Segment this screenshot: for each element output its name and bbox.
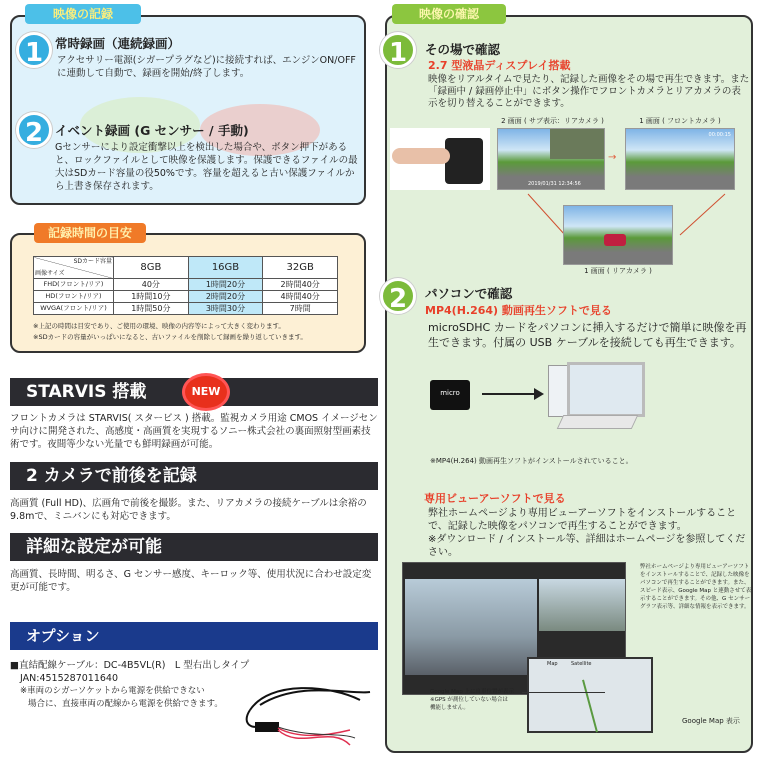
lcd-subtitle: 2.7 型液晶ディスプレイ搭載 bbox=[428, 59, 571, 72]
mp4-subtitle: MP4(H.264) 動画再生ソフトで見る bbox=[425, 304, 612, 317]
starvis-text: フロントカメラは STARVIS( スタービス ) 搭載。監視カメラ用途 CMOS イメージセンサ向けに開発された、高感度・高画質を実現するソニー株式会社の裏面照射型画素技術です。夜間等少ない光量でも鮮明録画が可能。 bbox=[10, 413, 378, 450]
option-jan: JAN:4515287011640 bbox=[20, 673, 119, 684]
map-tab[interactable]: Map bbox=[547, 661, 558, 667]
table-row bbox=[34, 291, 338, 303]
option-note1: ※車両のシガーソケットから電源を供給できない bbox=[20, 686, 205, 696]
cell: 7時間 bbox=[263, 303, 338, 315]
settings-text: 高画質、長時間、明るさ、G センサー感度、キーロック等、使用状況に合わせ設定変更が可能です。 bbox=[10, 569, 372, 593]
recording-time-tab: 記録時間の目安 bbox=[34, 223, 146, 243]
side-note: 弊社ホームページより専用ビューアーソフトをインストールすることで、記録した映像をパソコンで再生することができます。また、スピード表示、Google Map と連動させて表示することができます。その他、G センサーグラフ表示等、詳細な情報を表示できます。 bbox=[640, 564, 752, 610]
viewer-download-note: ※ダウンロード / インストール等、詳細はホームページを参照してください。 bbox=[428, 534, 746, 558]
corner-bottom: 画像サイズ bbox=[35, 270, 65, 277]
option-note2: 場合に、直接車両の配線から電源を供給できます。 bbox=[28, 699, 223, 709]
cell: 1時間20分 bbox=[188, 279, 263, 291]
cable-illustration bbox=[240, 680, 380, 760]
event-recording-text: Gセンサーにより設定衝撃以上を検出した場合や、ボタン押下があると、ロックファイルとして映像を保護します。保護できるファイルの最大はSDカード容量の役50%です。容量を超えると古い保護ファイルから上書き保存されます。 bbox=[55, 142, 358, 192]
cell: 2時間40分 bbox=[263, 279, 338, 291]
pc-text: microSDHC カードをパソコンに挿入するだけで簡単に映像を再生できます。付属の USB ケーブルを接続しても再生できます。 bbox=[428, 321, 747, 349]
microsd-card-icon bbox=[430, 380, 470, 410]
pc-title: パソコンで確認 bbox=[425, 286, 513, 301]
timer: 00:00:15 bbox=[708, 132, 731, 138]
option-line1: ■直結配線ケーブル：DC-4B5VL(R) L 型右出しタイプ bbox=[10, 660, 250, 671]
row-label: HD(フロント/リア) bbox=[34, 291, 114, 303]
dual-screen-preview bbox=[497, 128, 605, 190]
two-camera-header bbox=[10, 462, 378, 490]
card-label: micro bbox=[440, 389, 460, 397]
onsite-text: 映像をリアルタイムで見たり、記録した画像をその場で再生できます。また「録画中 / 録画停止中」にボタン操作でフロントカメラとリアカメラの表示を切り替えることができます。 bbox=[428, 74, 750, 109]
new-badge bbox=[185, 376, 227, 408]
cell: 4時間40分 bbox=[263, 291, 338, 303]
screen-caption: 1 画面 ( フロントカメラ ) bbox=[639, 117, 721, 125]
cell: 2時間20分 bbox=[188, 291, 263, 303]
map-leader-line bbox=[522, 692, 605, 693]
map-screenshot bbox=[527, 657, 653, 733]
event-recording-title: イベント録画 (G センサー / 手動) bbox=[55, 123, 249, 138]
continuous-recording-text: アクセサリー電源(シガープラグなど)に接続すれば、エンジンON/OFFに連動して自動で、録画を開始/終了します。 bbox=[57, 55, 356, 79]
recording-time-table bbox=[33, 256, 338, 315]
row-label: FHD(フロント/リア) bbox=[34, 279, 114, 291]
timestamp: 2019/01/31 12:34:56 bbox=[528, 181, 581, 187]
viewer-subtitle: 専用ビューアーソフトで見る bbox=[424, 492, 566, 505]
cell: 1時間10分 bbox=[114, 291, 189, 303]
note: ※上記の時間は目安であり、ご使用の環境、映像の内容等によって大きく変わります。 bbox=[33, 322, 285, 330]
dashcam-photo bbox=[390, 128, 490, 190]
continuous-recording-title: 常時録画（連続録画） bbox=[55, 36, 181, 51]
two-camera-text: 高画質 (Full HD)、広画角で前後を撮影。また、リアカメラの接続ケーブルは余裕の 9.8mで、ミニバンにも対応できます。 bbox=[10, 498, 367, 522]
col-header: 16GB bbox=[188, 257, 263, 279]
recording-time-block bbox=[33, 256, 353, 343]
step-number-1: 1 bbox=[380, 32, 416, 68]
onsite-title: その場で確認 bbox=[425, 42, 501, 57]
gps-note: ※GPS が測位していない場合は機能しません。 bbox=[430, 697, 508, 711]
two-camera-title: 2 カメラで前後を記録 bbox=[26, 466, 197, 486]
screen-caption: 1 画面 ( リアカメラ ) bbox=[584, 267, 652, 275]
settings-header bbox=[10, 533, 378, 561]
option-title: オプション bbox=[26, 627, 100, 645]
row-label: WVGA(フロント/リア) bbox=[34, 303, 114, 315]
arrow-icon bbox=[482, 393, 537, 395]
viewer-text: 弊社ホームページより専用ビューアーソフトをインストールすることで、記録した映像をパソコンで再生することができます。 bbox=[428, 508, 737, 532]
note: ※SDカードの容量がいっぱいになると、古いファイルを削除して録画を繰り返していきます。 bbox=[33, 333, 307, 341]
map-caption: Google Map 表示 bbox=[682, 717, 740, 725]
starvis-title: STARVIS 搭載 bbox=[26, 382, 147, 402]
option-header bbox=[10, 622, 378, 650]
recording-tab: 映像の記録 bbox=[25, 4, 141, 24]
screen-caption: 2 画面 ( サブ表示：リアカメラ ) bbox=[501, 117, 604, 125]
cell: 3時間30分 bbox=[188, 303, 263, 315]
pc-monitor-icon bbox=[567, 362, 645, 417]
step-number-2: 2 bbox=[16, 112, 52, 148]
table-row bbox=[34, 303, 338, 315]
map-note: Google Map 上に自車位置が表示 bbox=[430, 689, 514, 695]
front-screen-preview bbox=[625, 128, 735, 190]
settings-title: 詳細な設定が可能 bbox=[26, 537, 162, 557]
table-row bbox=[34, 279, 338, 291]
arrow-right-icon: → bbox=[608, 152, 617, 163]
step-number-1: 1 bbox=[16, 32, 52, 68]
confirm-tab: 映像の確認 bbox=[392, 4, 506, 24]
step-number-2: 2 bbox=[380, 278, 416, 314]
map-notes bbox=[430, 688, 522, 712]
col-header: 32GB bbox=[263, 257, 338, 279]
viewer-text-block bbox=[424, 492, 750, 559]
satellite-tab[interactable]: Satellite bbox=[571, 661, 592, 667]
rear-screen-preview bbox=[563, 205, 673, 265]
mp4-note: ※MP4(H.264) 動画再生ソフトがインストールされていること。 bbox=[430, 457, 633, 465]
cell: 40分 bbox=[114, 279, 189, 291]
col-header: 8GB bbox=[114, 257, 189, 279]
arrow-head-icon bbox=[534, 388, 544, 400]
keyboard-icon bbox=[557, 415, 639, 429]
corner-top: SDカード容量 bbox=[73, 258, 112, 265]
new-badge-label: NEW bbox=[191, 385, 221, 398]
cell: 1時間50分 bbox=[114, 303, 189, 315]
